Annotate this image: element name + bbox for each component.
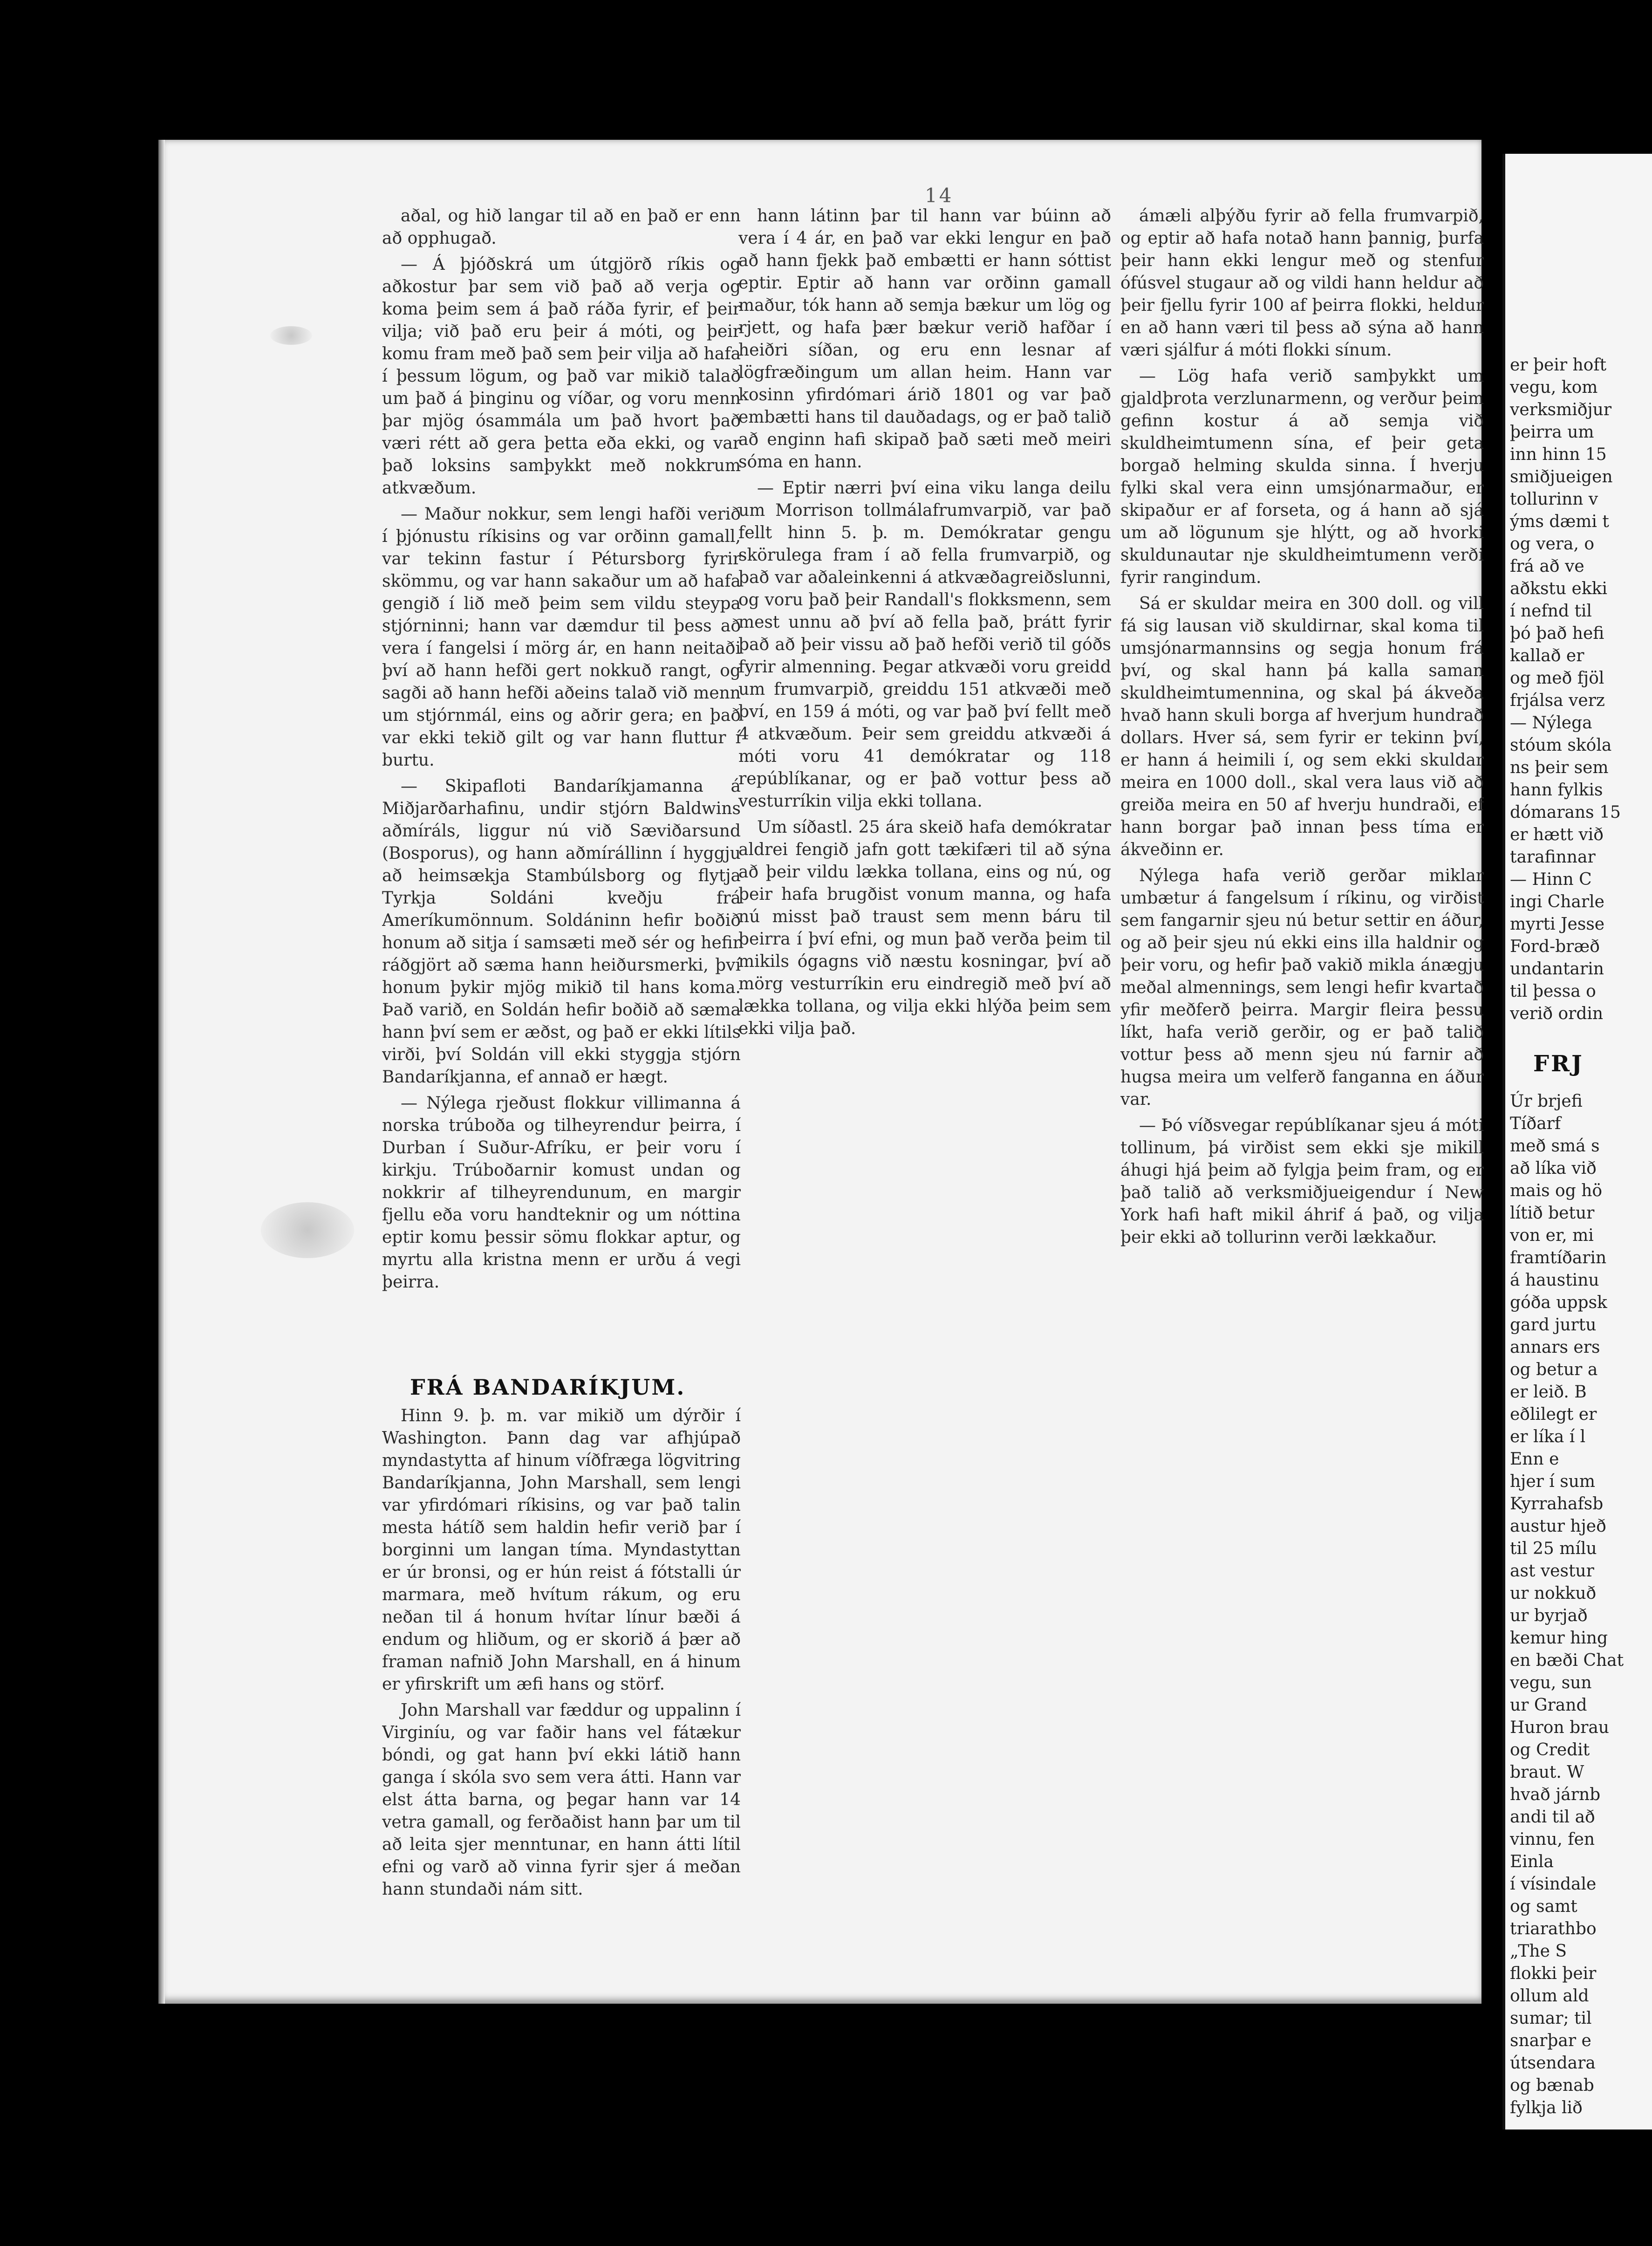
text-line: mais og hö	[1510, 1181, 1603, 1200]
paragraph: hann látinn þar til hann var búinn að vera í 4 ár, en það var ekki lengur en það að hann fjekk það embætti er hann sóttist eptir. Eptir að hann var orðinn gamall maður, tók hann að semja bækur um lög og rjett, og hafa þær bækur verið hafðar í heiðri síðan, og eru enn lesnar af lögfræðingum um allan heim. Hann var kosinn yfirdómari árið 1801 og var það embætti hans til dauðadags, og er það talið að enginn hafi skipað það sæti með meiri sóma en hann.	[738, 206, 1111, 472]
right-column-top	[1510, 354, 1652, 1025]
right-column-bottom	[1510, 1090, 1652, 2119]
section-heading-fra-bandarikjum: FRÁ BANDARÍKJUM.	[410, 1375, 686, 1400]
text-line: og bænab	[1510, 2076, 1594, 2095]
text-line: Úr brjefi	[1510, 1092, 1583, 1111]
text-line: dómarans 15	[1510, 803, 1621, 822]
text-line: og samt	[1510, 1897, 1577, 1916]
text-line: fylkja lið	[1510, 2098, 1583, 2117]
page-fold-shadow	[158, 140, 165, 2004]
text-line: — Hinn C	[1510, 870, 1592, 889]
text-line: og Credit	[1510, 1740, 1590, 1760]
text-line: framtíðarin	[1510, 1248, 1607, 1267]
text-line: inn hinn 15	[1510, 445, 1607, 464]
text-line: „The S	[1510, 1942, 1567, 1961]
text-line: snarþar e	[1510, 2031, 1591, 2050]
paragraph: — Lög hafa verið samþykkt um gjaldþrota verzlunarmenn, og verður þeim gefinn kostur á að semja við skuldheimtumenn sína, ef þeir geta borgað helming skulda sinna. Í hverju fylki skal vera einn umsjónarmaður, er skipaður er af forseta, og á hann að sjá um að lögunum sje hlýtt, og að hvorki skuldunautar nje skuldheimtumenn verði fyrir rangindum.	[1120, 367, 1484, 587]
text-line: í vísindale	[1510, 1875, 1597, 1894]
scan-smudge	[270, 326, 312, 345]
text-line: flokki þeir	[1510, 1964, 1597, 1983]
text-line: og vera, o	[1510, 534, 1595, 554]
text-line: hann fylkis	[1510, 781, 1603, 800]
text-line: undantarin	[1510, 959, 1604, 979]
text-line: Tíðarf	[1510, 1114, 1561, 1133]
text-line: — Nýlega	[1510, 713, 1592, 733]
text-line: gard jurtu	[1510, 1315, 1597, 1335]
text-line: þeirra um	[1510, 423, 1594, 442]
text-line: að líka við	[1510, 1159, 1597, 1178]
text-line: Huron brau	[1510, 1718, 1609, 1737]
paragraph: aðal, og hið langar til að en það er enn að opphugað.	[382, 206, 741, 248]
text-line: góða uppsk	[1510, 1293, 1607, 1312]
text-line: til 25 mílu	[1510, 1539, 1597, 1558]
paragraph: ámæli alþýðu fyrir að fella frumvarpið, og eptir að hafa notað hann þannig, þurfa þeir hann ekki lengur með og stenfur ófúsvel stugaur að og vildi hann heldur að þeir fjellu fyrir 100 af þeirra flokki, heldur en að hann væri til þess að sýna að hann væri sjálfur á móti flokki sínum.	[1120, 206, 1484, 360]
paragraph: Nýlega hafa verið gerðar miklar umbætur á fangelsum í ríkinu, og virðist sem fangarnir sjeu nú betur settir en áður, og að þeir sjeu nú ekki eins illa haldnir og þeir voru, og hefir það vakið mikla ánægju meðal almennings, sem lengi hefir kvartað yfir meðferð þeirra. Margir fleira þessu líkt, hafa verið gerðir, og er það talið vottur þess að menn sjeu nú farnir að hugsa meira um velferð fanganna en áður var.	[1120, 866, 1484, 1109]
text-line: ns þeir sem	[1510, 758, 1609, 777]
text-line: er þeir hoft	[1510, 356, 1607, 375]
paragraph: — Nýlega rjeðust flokkur villimanna á norska trúboða og tilheyrendur þeirra, í Durban í Suður-Afríku, er þeir voru í kirkju. Trúboðarnir komust undan og nokkrir af tilheyrendunum, en margir fjellu eða voru handteknir og um nóttina eptir komu þessir sömu flokkar aptur, og myrtu alla kristna menn er urðu á vegi þeirra.	[382, 1094, 741, 1292]
text-line: Einla	[1510, 1852, 1554, 1871]
right-section-heading: FRJ	[1533, 1051, 1584, 1077]
text-line: lítið betur	[1510, 1204, 1595, 1223]
text-line: frá að ve	[1510, 557, 1584, 576]
text-line: Kyrrahafsb	[1510, 1494, 1604, 1513]
paragraph: — Eptir nærri því eina viku langa deilu um Morrison tollmálafrumvarpið, var það fellt hinn 5. þ. m. Demókratar gengu skörulega fram í að fella frumvarpið, og það var aðaleinkenni á atkvæðagreiðslunni, og voru það þeir Randall's flokksmenn, sem mest unnu að því að fella það, þrátt fyrir það að þeir vissu að það hefði verið til góðs fyrir almenning. Þegar atkvæði voru greidd um frumvarpið, greiddu 151 atkvæði með því, en 159 á móti, og var það því fellt með 4 atkvæðum. Þeir sem greiddu atkvæði á móti voru 41 demókratar og 118 repúblíkanar, og er það vottur þess að vesturríkin vilja ekki tollana.	[738, 479, 1111, 811]
text-line: ur nokkuð	[1510, 1584, 1597, 1603]
text-line: ur byrjað	[1510, 1606, 1588, 1625]
text-line: vegu, sun	[1510, 1673, 1592, 1692]
text-line: sumar; til	[1510, 2009, 1592, 2028]
text-line: vegu, kom	[1510, 378, 1598, 397]
text-line: kemur hing	[1510, 1629, 1608, 1648]
text-line: en bæði Chat	[1510, 1651, 1624, 1670]
text-line: myrti Jesse	[1510, 915, 1605, 934]
text-line: vinnu, fen	[1510, 1830, 1595, 1849]
text-line: hjer í sum	[1510, 1472, 1596, 1491]
right-newspaper-page	[1502, 154, 1652, 2130]
text-line: annars ers	[1510, 1338, 1600, 1357]
text-line: aðkstu ekki	[1510, 579, 1607, 598]
text-line: triarathbo	[1510, 1919, 1597, 1938]
text-line: Enn e	[1510, 1450, 1559, 1469]
text-line: andi til að	[1510, 1808, 1595, 1827]
text-line: með smá s	[1510, 1137, 1600, 1156]
text-line: ollum ald	[1510, 1986, 1589, 2006]
page-number: 14	[925, 184, 954, 207]
text-line: kallað er	[1510, 646, 1584, 665]
scan-smudge	[261, 1202, 354, 1258]
text-line: er leið. B	[1510, 1383, 1587, 1402]
column-1-bottom	[382, 1405, 741, 1955]
text-line: útsendara	[1510, 2054, 1596, 2073]
column-1-top	[382, 205, 741, 1323]
text-line: ýms dæmi t	[1510, 512, 1609, 531]
text-line: frjálsa verz	[1510, 691, 1605, 710]
text-line: eðlilegt er	[1510, 1405, 1597, 1424]
text-line: austur hjeð	[1510, 1517, 1606, 1536]
paragraph: — Maður nokkur, sem lengi hafði verið í þjónustu ríkisins og var orðinn gamall, var tekinn fastur í Pétursborg fyrir skömmu, og var hann sakaður um að hafa gengið í lið með þeim sem vildu steypa stjórninni; hann var dæmdur til þess að vera í fangelsi í mörg ár, en hann neitaði því að hann hefði gert nokkuð rangt, og sagði að hann hefði aðeins talað við menn um stjórnmál, eins og aðrir gera; en það var ekki tekið gilt og var hann fluttur í burtu.	[382, 505, 741, 770]
column-2	[738, 205, 1111, 2064]
text-line: verksmiðjur	[1510, 400, 1612, 419]
text-line: smiðjueigen	[1510, 467, 1613, 486]
paragraph: — Þó víðsvegar repúblíkanar sjeu á móti tollinum, þá virðist sem ekki sje mikill áhugi hjá þeim að fylgja þeim fram, og er það talið að verksmiðjueigendur í New York hafi haft mikil áhrif á það, og vilja þeir ekki að tollurinn verði lækkaður.	[1120, 1116, 1484, 1247]
text-line: og með fjöl	[1510, 669, 1604, 688]
text-line: tarafinnar	[1510, 848, 1596, 867]
text-line: og betur a	[1510, 1360, 1598, 1379]
text-line: verið ordin	[1510, 1004, 1604, 1023]
text-line: tollurinn v	[1510, 490, 1598, 509]
paragraph: — Skipafloti Bandaríkjamanna á Miðjarðarhafinu, undir stjórn Baldwins aðmíráls, liggur nú við Sæviðarsund (Bosporus), og hann aðmírállinn í hyggju að heimsækja Stambúlsborg og flytja Tyrkja Soldáni kveðju frá Ameríkumönnum. Soldáninn hefir boðið honum að sitja í samsæti með sér og hefir ráðgjört að sæma hann heiðursmerki, því honum þykir mjög mikið til hans koma. Það varið, en Soldán hefir boðið að sæma hann því sem er æðst, og það er ekki lítils virði, því Soldán vill ekki styggja stjórn Bandaríkjanna, ef annað er hægt.	[382, 777, 741, 1087]
paragraph: Um síðastl. 25 ára skeið hafa demókratar aldrei fengið jafn gott tækifæri til að sýna að þeir vildu lækka tollana, eins og nú, og þeir hafa brugðist vonum manna, og hafa nú misst það traust sem menn báru til þeirra í því efni, og mun það verða þeim til mikils ógagns við næstu kosningar, því að mörg vesturríkin eru eindregið með því að lækka tollana, og vilja ekki hlýða þeim sem ekki vilja það.	[738, 818, 1111, 1038]
text-line: hvað járnb	[1510, 1785, 1601, 1804]
text-line: til þessa o	[1510, 982, 1596, 1001]
text-line: ur Grand	[1510, 1696, 1587, 1715]
text-line: stóum skóla	[1510, 736, 1612, 755]
paragraph: Hinn 9. þ. m. var mikið um dýrðir í Washington. Þann dag var afhjúpað myndastytta af hinum víðfræga lögvitring Bandaríkjanna, John Marshall, sem lengi var yfirdómari ríkisins, og var það talin mesta hátíð sem haldin hefir verið þar í borginni um langan tíma. Myndastyttan er úr bronsi, og er hún reist á fótstalli úr marmara, með hvítum rákum, og eru neðan til á honum hvítar línur bæði á endum og hliðum, og er skorið á þær að framan nafnið John Marshall, en á hinum er yfirskrift um æfi hans og störf.	[382, 1406, 741, 1694]
text-line: í nefnd til	[1510, 602, 1592, 621]
text-line: á haustinu	[1510, 1271, 1599, 1290]
paragraph: Sá er skuldar meira en 300 doll. og vill fá sig lausan við skuldirnar, skal koma til umsjónarmannsins og segja honum frá því, og skal hann þá kalla saman skuldheimtumennina, og skal þá ákveða hvað hann skuli borga af hverjum hundrað dollars. Hver sá, sem fyrir er tekinn því, er hann á heimili í, og sem ekki skuldar meira en 1000 doll., skal vera laus við að greiða meira en 50 af hverju hundraði, ef hann borgar það innan þess tíma er ákveðinn er.	[1120, 594, 1484, 859]
text-line: von er, mi	[1510, 1226, 1594, 1245]
text-line: Ford-bræð	[1510, 937, 1600, 956]
text-line: braut. W	[1510, 1763, 1584, 1782]
paragraph: John Marshall var fæddur og uppalinn í Virginíu, og var faðir hans vel fátækur bóndi, og gat hann því ekki látið hann ganga í skóla svo sem vera átti. Hann var elst átta barna, og þegar hann var 14 vetra gamall, og ferðaðist hann þar um til að leita sjer menntunar, en hann átti lítil efni og varð að vinna fyrir sjer á meðan hann stundaði nám sitt.	[382, 1701, 741, 1899]
column-3	[1120, 205, 1484, 2060]
text-line: ingi Charle	[1510, 892, 1604, 911]
paragraph: — Á þjóðskrá um útgjörð ríkis og aðkostur þar sem við það að verja og koma þeim sem á það ráða fyrir, ef þeir vilja; við það eru þeir á móti, og þeir komu fram með það sem þeir vilja að hafa í þessum lögum, og það var mikið talað um það á þinginu og víðar, og voru menn þar mjög ósammála um það hvort það væri rétt að gera þetta eða ekki, og var það loksins samþykkt með nokkrum atkvæðum.	[382, 255, 741, 498]
text-line: þó það hefi	[1510, 624, 1604, 643]
text-line: er líka í l	[1510, 1427, 1586, 1446]
text-line: er hætt við	[1510, 825, 1604, 844]
text-line: ast vestur	[1510, 1561, 1594, 1581]
